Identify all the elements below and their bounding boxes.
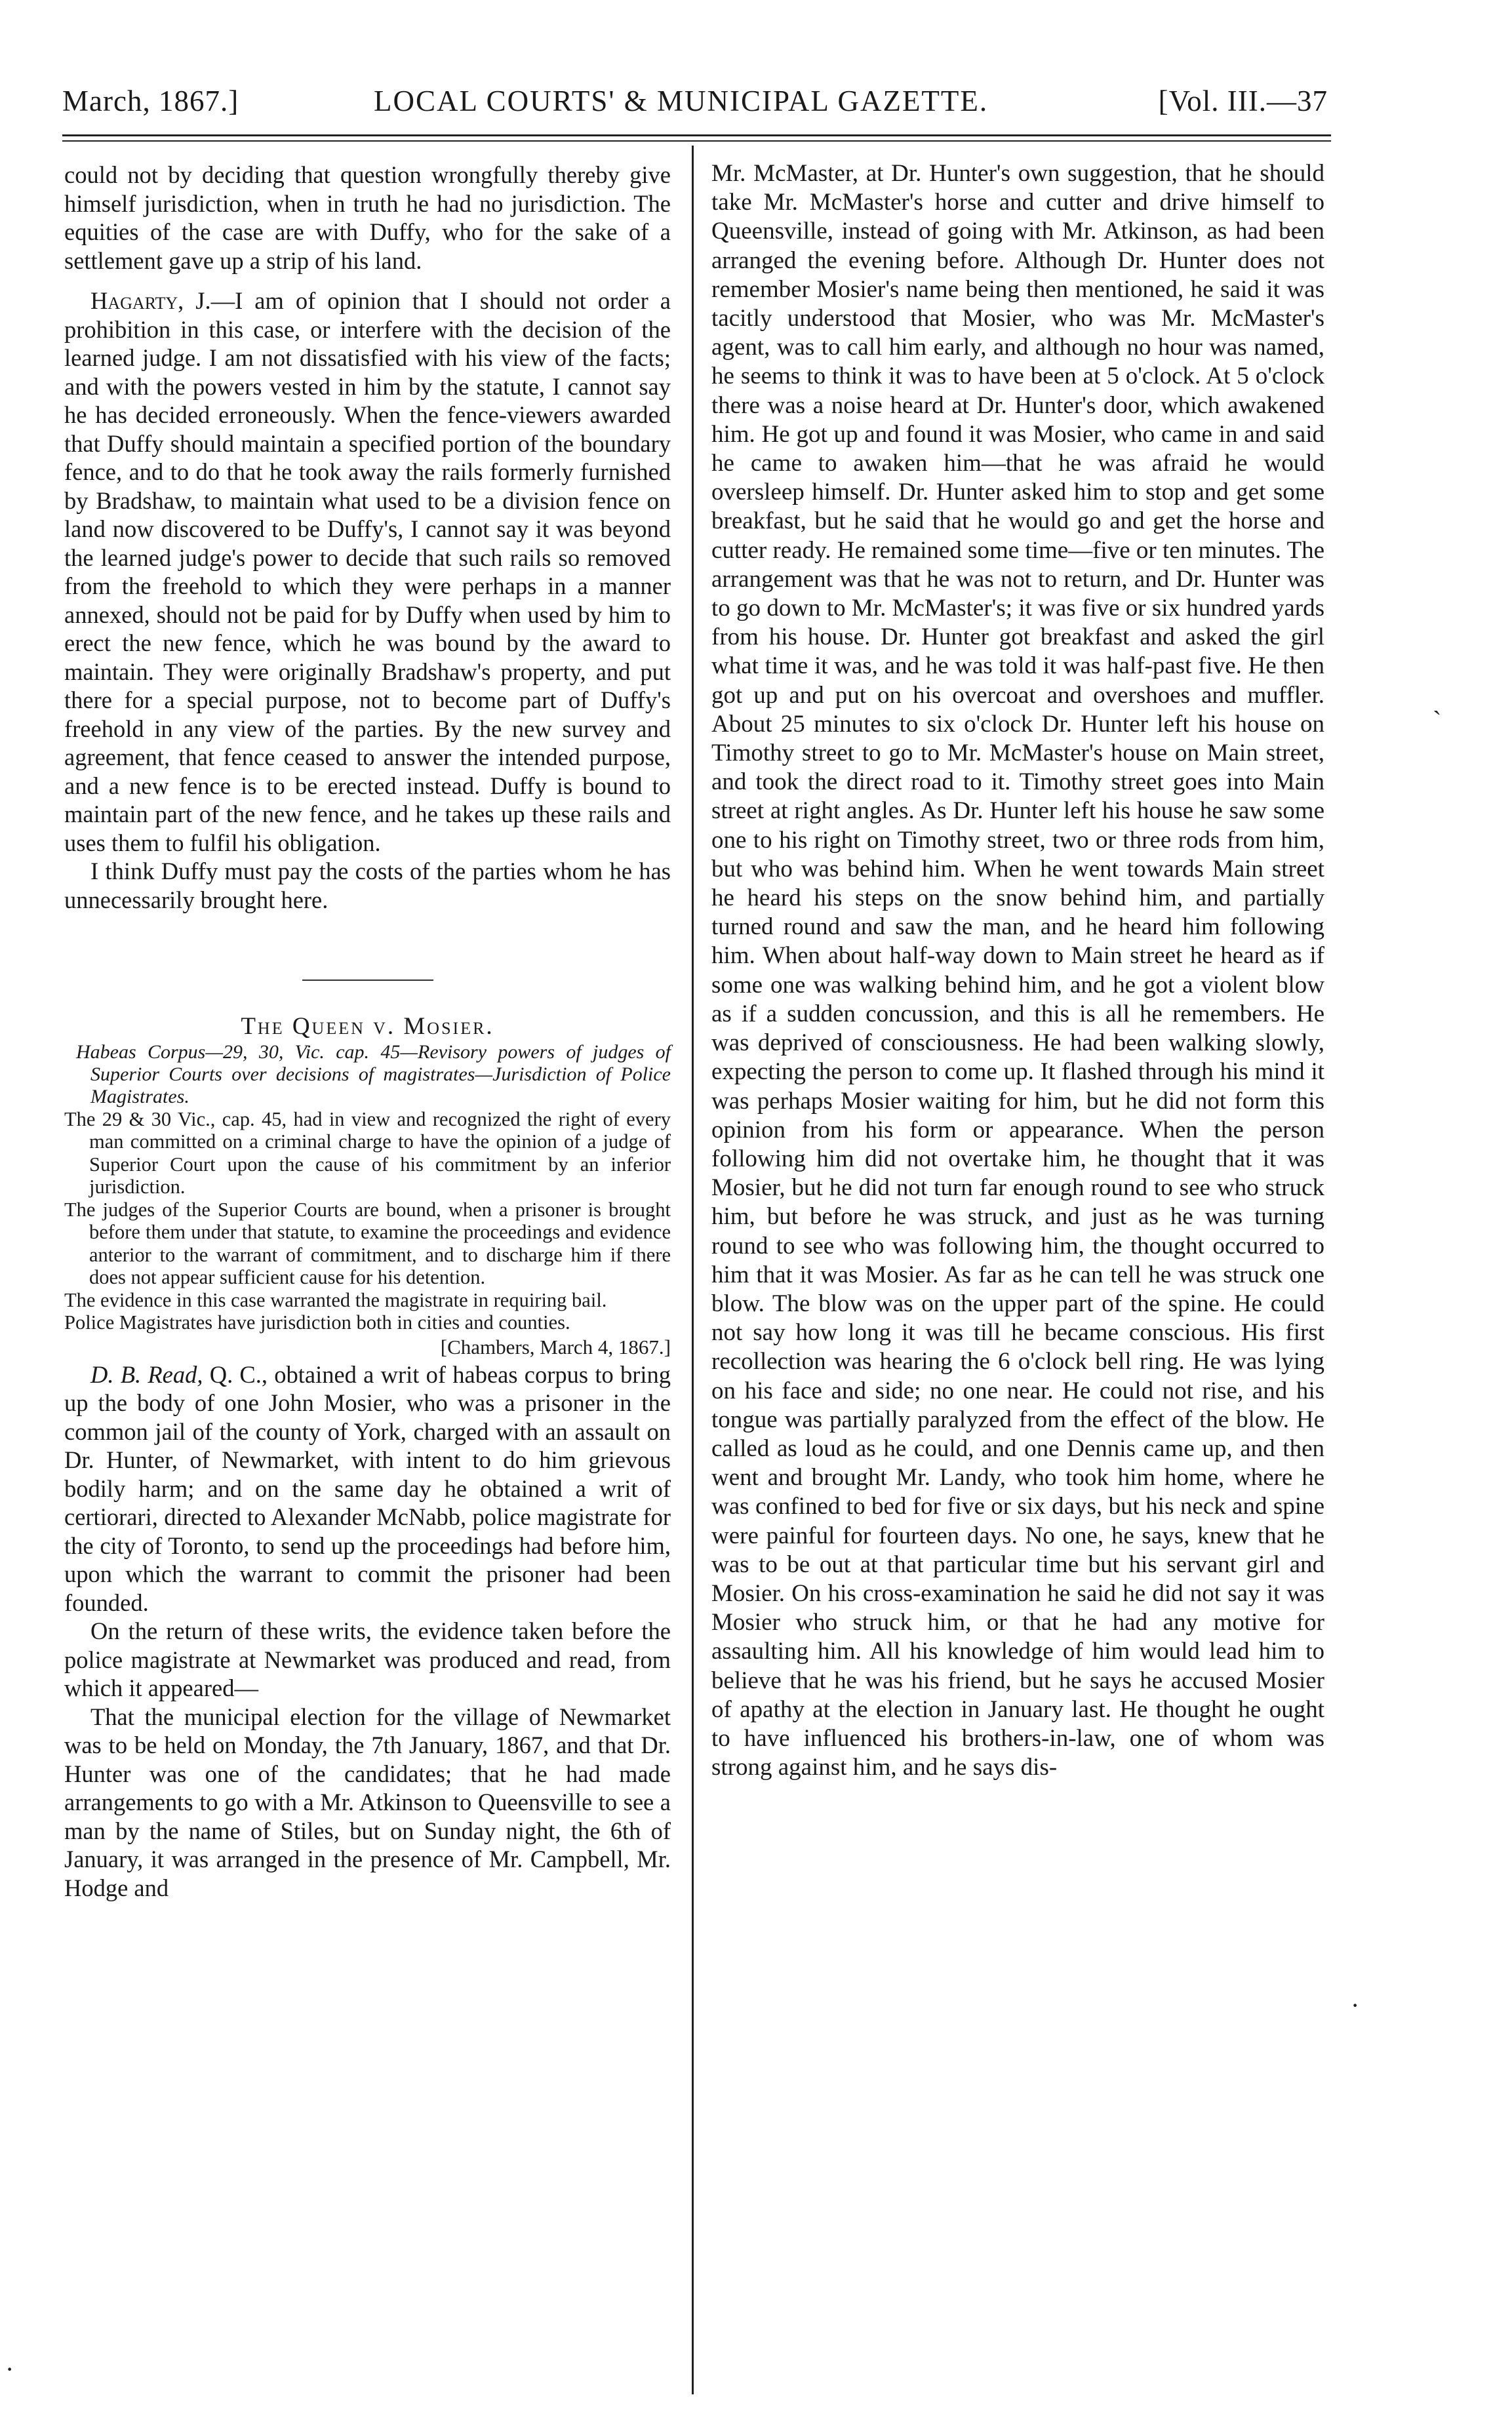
section-divider xyxy=(302,980,433,981)
left-column xyxy=(64,161,671,1902)
right-column xyxy=(711,159,1324,1782)
read-paragraph xyxy=(64,1360,671,1617)
syllabus-item: The evidence in this case warranted the magistrate in requiring bail. xyxy=(64,1288,607,1311)
election-paragraph: That the municipal election for the village of Newmarket was to be held on Monday, the 7th January, 1867, and that Dr. Hunter was one of the candidates; that he had made arrangements to go with a Mr. Atkinson to Queensville to see a man by the name of Stiles, but on Sunday night, the 6th of January, it was arranged in the presence of Mr. Campbell, Mr. Hodge and xyxy=(64,1703,671,1901)
return-paragraph: On the return of these writs, the evidence taken before the police magistrate at Newmarket was produced and read, from which it appeared— xyxy=(64,1617,671,1701)
hagarty-opinion-text: —I am of opinion that I should not order a prohibition in this case, or interfere with the decision of the learned judge. I am not dissatisfied with his view of the facts; and with the powers vested in him by the statute, I cannot say he has decided erroneously. When the fence-viewers awarded that Duffy should maintain a specified portion of the boundary fence, and to do that he took away the rails formerly furnished by Bradshaw, to maintain what used to be a division fence on land now discovered to be Duffy's, I cannot say it was beyond the learned judge's power to decide that such rails so removed from the freehold to which they were perhaps in a manner annexed, should not be paid for by Duffy when used by him to erect the new fence, which he was bound by the award to maintain. They were originally Bradshaw's property, and put there for a special purpose, not to become part of Duffy's freehold in any view of the parties. By the new survey and agreement, that fence ceased to answer the intended purpose, and a new fence is to be erected instead. Duffy is bound to maintain part of the new fence, and he takes up these rails and uses them to fulfil his obligation. xyxy=(64,287,671,856)
margin-mark: ˋ xyxy=(1433,705,1442,735)
column-divider xyxy=(692,146,694,2394)
costs-paragraph: I think Duffy must pay the costs of the parties whom he has unnecessarily brought here. xyxy=(64,858,671,913)
syllabus-item: Police Magistrates have jurisdiction both in cities and counties. xyxy=(64,1311,570,1334)
case-title: The Queen v. Mosier. xyxy=(241,1013,494,1040)
page-header xyxy=(62,84,1328,130)
margin-mark: · xyxy=(1351,1990,1360,2020)
hagarty-opinion xyxy=(64,287,671,857)
evidence-narrative: Mr. McMaster, at Dr. Hunter's own suggestion, that he should take Mr. McMaster's horse and cutter and drive himself to Queensville, instead of going with Mr. Atkinson, as had been arranged the evening before. Although Dr. Hunter does not remember Mosier's name being then mentioned, he said it was tacitly understood that Mosier, who was Mr. McMaster's agent, was to call him early, and although no hour was named, he seems to think it was to have been at 5 o'clock. At 5 o'clock there was a noise heard at Dr. Hunter's door, which awakened him. He got up and found it was Mosier, who came in and said he came to awaken him—that he was afraid he would oversleep himself. Dr. Hunter asked him to stop and get some breakfast, but he said that he would go and get the horse and cutter ready. He remained some time—five or ten minutes. The arrangement was that he was not to return, and Dr. Hunter was to go down to Mr. McMaster's; it was five or six hundred yards from his house. Dr. Hunter got breakfast and asked the girl what time it was, and he was told it was half-past five. He then got up and put on his overcoat and overshoes and muffler. About 25 minutes to six o'clock Dr. Hunter left his house on Timothy street to go to Mr. McMaster's house on Main street, and took the direct road to it. Timothy street goes into Main street at right angles. As Dr. Hunter left his house he saw some one to his right on Timothy street, two or three rods from him, but who was behind him. When he went towards Main street he heard his steps on the snow behind him, and partially turned round and saw the man, and he heard him following him. When about half-way down to Main street he heard as if some one was walking behind him, and he got a violent blow as if a sudden concussion, and this is all he remembers. He was deprived of consciousness. He had been walking slowly, expecting the person to come up. It flashed through his mind it was perhaps Mosier waiting for him, but he did not form this opinion from his form or appearance. When the person following him did not overtake him, he thought that it was Mosier, but he did not turn far enough round to see who struck him, but before he was struck, and just as he was turning round to see who was following him, the thought occurred to him that it was Mosier. As far as he can tell he was struck one blow. The blow was on the upper part of the spine. He could not say how long it was till he became conscious. His first recollection was hearing the 6 o'clock bell ring. He was lying on his face and side; no one near. He could not rise, and his tongue was partially paralyzed from the effect of the blow. He called as loud as he could, and one Dennis came up, and then went and brought Mr. Landy, who took him home, where he was confined to bed for five or six days, but his neck and spine were painful for fourteen days. No one, he says, knew that he was to be out at that particular time but his servant girl and Mosier. On his cross-examination he said he did not say it was Mosier who struck him, or that he had any motive for assaulting him. All his knowledge of him would lead him to believe that he was his friend, but he says he accused Mosier of apathy at the election in January last. He thought he ought to have influenced his brothers-in-law, one of whom was strong against him, and he says dis- xyxy=(711,160,1324,1781)
syllabus-item: The 29 & 30 Vic., cap. 45, had in view and recognized the right of every man committed on a criminal charge to have the opinion of a judge of Superior Court upon the cause of his commitment by an inferior jurisdiction. xyxy=(64,1107,671,1198)
counsel-name: D. B. Read, xyxy=(90,1360,203,1388)
header-rule-thin xyxy=(62,140,1331,142)
opening-paragraph: could not by deciding that question wrongfully thereby give himself jurisdiction, when in truth he had no jurisdiction. The equities of the case are with Duffy, who for the sake of a settlement gave up a strip of his land. xyxy=(64,161,671,274)
read-paragraph-text: Q. C., obtained a writ of habeas corpus to bring up the body of one John Mosier, who was a prisoner in the common jail of the county of York, charged with an assault on Dr. Hunter, of Newmarket, with intent to do him grievous bodily harm; and on the same day he obtained a writ of certiorari, directed to Alexander McNabb, police magistrate for the city of Toronto, to send up the proceedings had before him, upon which the warrant to commit the prisoner had been founded. xyxy=(64,1360,671,1616)
judge-name: Hagarty, J. xyxy=(90,287,211,314)
syllabus-item: The judges of the Superior Courts are bound, when a prisoner is brought before them under that statute, to examine the proceedings and evidence anterior to the warrant of commitment, and to discharge him if there does not appear sufficient cause for his detention. xyxy=(64,1198,671,1288)
case-headnote: Habeas Corpus—29, 30, Vic. cap. 45—Revisory powers of judges of Superior Courts over decisions of magistrates—Jurisdiction of Police Magistrates. xyxy=(76,1040,671,1107)
volume-page: [Vol. III.—37 xyxy=(1158,85,1328,117)
issue-date: March, 1867.] xyxy=(62,85,239,117)
publication-title: LOCAL COURTS' & MUNICIPAL GAZETTE. xyxy=(374,85,989,117)
margin-mark: · xyxy=(5,2354,14,2384)
court-citation: [Chambers, March 4, 1867.] xyxy=(440,1335,671,1358)
header-rule-thick xyxy=(62,134,1331,136)
